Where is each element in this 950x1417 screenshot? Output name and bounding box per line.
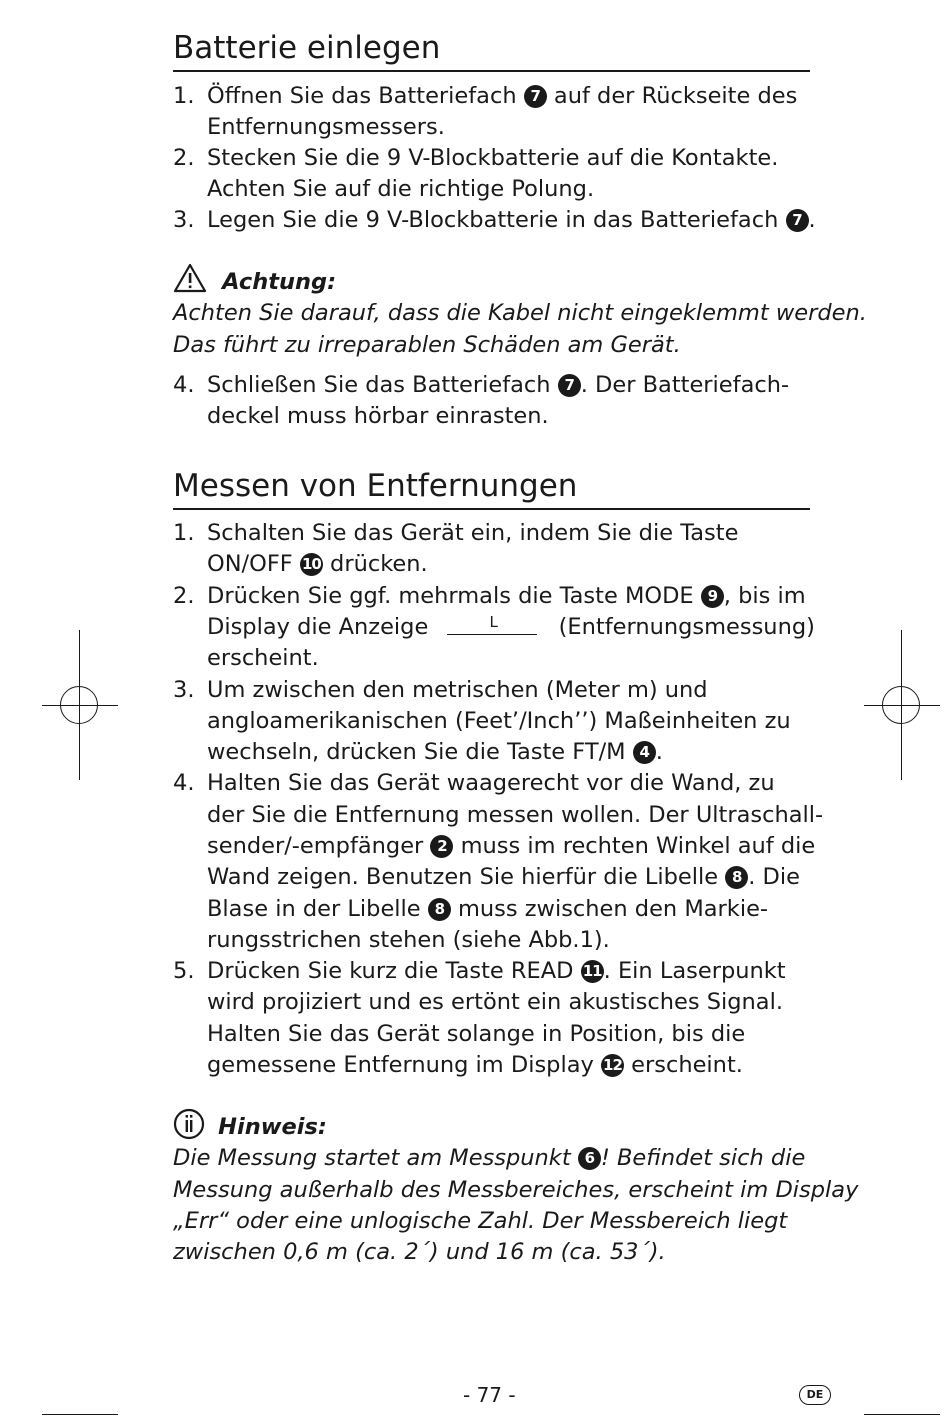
step-text xyxy=(207,862,800,893)
step-number: 2. xyxy=(173,583,195,609)
callout-number-badge: 4 xyxy=(633,741,656,764)
step-text: erscheint. xyxy=(207,645,319,671)
callout-number-badge: 7 xyxy=(558,374,581,397)
step-number: 2. xyxy=(173,145,195,171)
step-text xyxy=(207,612,815,643)
callout-number-badge: 8 xyxy=(725,866,748,889)
display-indicator-line xyxy=(447,634,537,635)
section-heading-measuring: Messen von Entfernungen xyxy=(173,466,810,510)
step-text xyxy=(207,737,663,768)
warning-text: Das führt zu irreparablen Schäden am Gerät. xyxy=(173,332,681,358)
step-number: 5. xyxy=(173,958,195,984)
text: muss im rechten Winkel auf die xyxy=(460,833,816,859)
step-text xyxy=(207,956,786,987)
text: . Die xyxy=(748,864,800,890)
text: Schließen Sie das Batteriefach xyxy=(207,372,551,398)
warning-title: Achtung: xyxy=(222,269,337,295)
display-indicator-letter: L xyxy=(489,613,498,631)
step-text xyxy=(207,549,428,580)
language-badge: DE xyxy=(799,1385,831,1405)
warning-title-row xyxy=(173,263,336,298)
step-text: der Sie die Entfernung messen wollen. Der Ultraschall- xyxy=(207,802,824,828)
text: Drücken Sie ggf. mehrmals die Taste MODE xyxy=(207,583,694,609)
callout-number-badge: 6 xyxy=(578,1147,601,1170)
callout-number-badge: 2 xyxy=(430,835,453,858)
info-icon xyxy=(173,1108,205,1140)
text: , bis im xyxy=(723,583,806,609)
callout-number-badge: 8 xyxy=(428,898,451,921)
display-indicator-icon xyxy=(447,613,537,637)
text: auf der Rückseite des xyxy=(553,83,798,109)
step-text xyxy=(207,370,789,401)
callout-number-badge: 7 xyxy=(524,85,547,108)
text: Legen Sie die 9 V-Blockbatterie in das Batteriefach xyxy=(207,207,779,233)
note-text xyxy=(173,1143,805,1174)
step-text: angloamerikanischen (Feet’/Inch’’) Maßeinheiten zu xyxy=(207,708,791,734)
text: sender/-empfänger xyxy=(207,833,424,859)
step-text: deckel muss hörbar einrasten. xyxy=(207,403,549,429)
step-text: Achten Sie auf die richtige Polung. xyxy=(207,176,595,202)
section-heading-battery: Batterie einlegen xyxy=(173,28,810,72)
note-text: zwischen 0,6 m (ca. 2´) und 16 m (ca. 53´). xyxy=(173,1239,666,1265)
step-number: 3. xyxy=(173,207,195,233)
step-text xyxy=(207,831,815,862)
page-number: - 77 - xyxy=(463,1383,516,1407)
note-title: Hinweis: xyxy=(218,1114,327,1140)
step-number: 3. xyxy=(173,677,195,703)
note-text: „Err“ oder eine unlogische Zahl. Der Messbereich liegt xyxy=(173,1208,788,1234)
step-number: 1. xyxy=(173,83,195,109)
text: gemessene Entfernung im Display xyxy=(207,1052,594,1078)
text: ! Befindet sich die xyxy=(600,1145,806,1171)
text: ON/OFF xyxy=(207,551,293,577)
text: erscheint. xyxy=(631,1052,743,1078)
text: Die Messung startet am Messpunkt xyxy=(173,1145,571,1171)
step-text: Um zwischen den metrischen (Meter m) und xyxy=(207,677,708,703)
crop-circle xyxy=(882,686,920,724)
crop-line-bottom-left xyxy=(42,1414,118,1415)
text: Öffnen Sie das Batteriefach xyxy=(207,83,517,109)
text: Drücken Sie kurz die Taste READ xyxy=(207,958,574,984)
callout-number-badge: 10 xyxy=(300,553,323,576)
step-text xyxy=(207,81,797,112)
step-text xyxy=(207,205,816,236)
step-text xyxy=(207,894,768,925)
step-number: 4. xyxy=(173,372,195,398)
text: (Entfernungsmessung) xyxy=(558,614,815,640)
note-title-row xyxy=(173,1108,327,1143)
step-number: 1. xyxy=(173,520,195,546)
step-text: Halten Sie das Gerät waagerecht vor die Wand, zu xyxy=(207,770,775,796)
note-text: Messung außerhalb des Messbereiches, erscheint im Display xyxy=(173,1177,859,1203)
step-text xyxy=(207,1050,743,1081)
text: . Der Batteriefach- xyxy=(580,372,790,398)
warning-triangle-icon xyxy=(173,263,207,293)
step-text: rungsstrichen stehen (siehe Abb.1). xyxy=(207,927,610,953)
step-text: Halten Sie das Gerät solange in Position, bis die xyxy=(207,1021,746,1047)
text: . xyxy=(808,207,816,233)
text: drücken. xyxy=(330,551,428,577)
step-text: wird projiziert und es ertönt ein akustisches Signal. xyxy=(207,989,783,1015)
text: Wand zeigen. Benutzen Sie hierfür die Libelle xyxy=(207,864,719,890)
text: wechseln, drücken Sie die Taste FT/M xyxy=(207,739,626,765)
text: Display die Anzeige xyxy=(207,614,429,640)
step-text: Stecken Sie die 9 V-Blockbatterie auf die Kontakte. xyxy=(207,145,779,171)
step-number: 4. xyxy=(173,770,195,796)
callout-number-badge: 12 xyxy=(601,1054,624,1077)
text: . xyxy=(655,739,663,765)
step-text: Entfernungsmessers. xyxy=(207,114,445,140)
text: Blase in der Libelle xyxy=(207,896,421,922)
step-text: Schalten Sie das Gerät ein, indem Sie die Taste xyxy=(207,520,739,546)
crop-line-bottom-right xyxy=(864,1414,940,1415)
step-text xyxy=(207,581,806,612)
text: muss zwischen den Markie- xyxy=(457,896,769,922)
warning-text: Achten Sie darauf, dass die Kabel nicht eingeklemmt werden. xyxy=(173,300,867,326)
callout-number-badge: 11 xyxy=(581,960,604,983)
callout-number-badge: 9 xyxy=(701,585,724,608)
text: . Ein Laserpunkt xyxy=(603,958,786,984)
crop-circle xyxy=(60,686,98,724)
callout-number-badge: 7 xyxy=(786,209,809,232)
